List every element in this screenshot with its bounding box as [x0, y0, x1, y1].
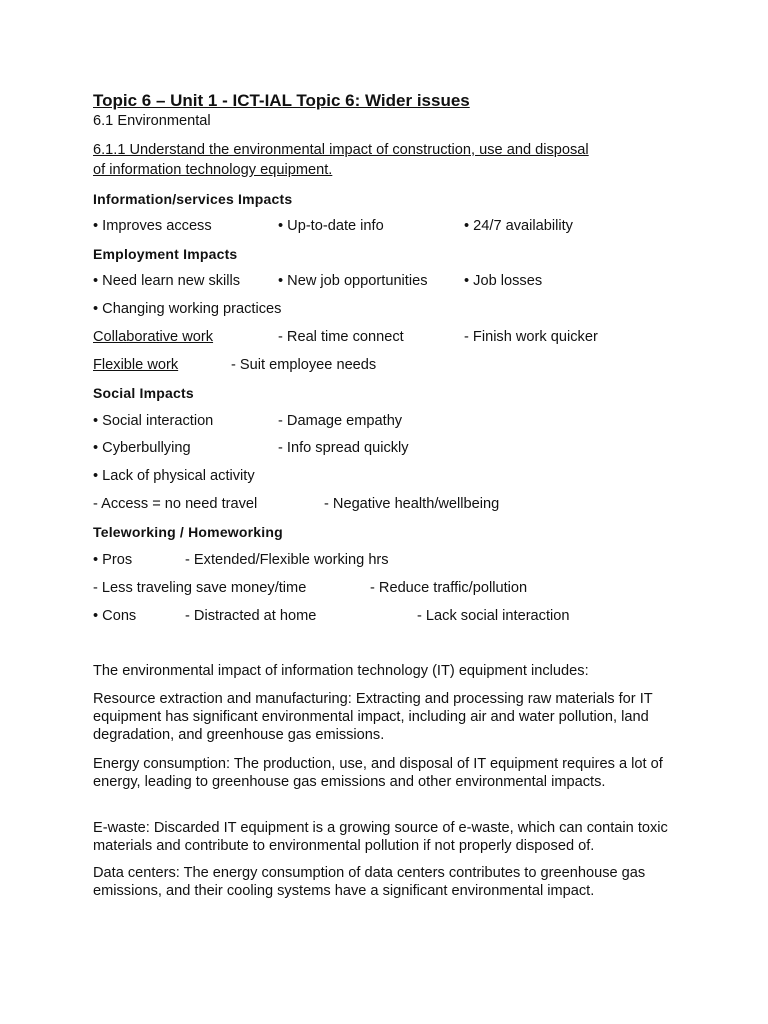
- objective-line-1: 6.1.1 Understand the environmental impact of construction, use and disposal: [93, 142, 589, 158]
- info-services-heading: Information/services Impacts: [93, 191, 293, 207]
- list-item: • Cyberbullying: [93, 440, 191, 456]
- collaborative-work-point: - Finish work quicker: [464, 329, 598, 345]
- flexible-work-point: - Suit employee needs: [231, 357, 377, 373]
- body-paragraph: Energy consumption: The production, use, and disposal of IT equipment requires a lot of energy, leading to greenhouse gas emissions and other environmental impacts.: [93, 756, 663, 790]
- list-item: - Damage empathy: [278, 413, 403, 429]
- list-item: - Access = no need travel: [93, 496, 258, 512]
- list-item: • Need learn new skills: [93, 273, 241, 289]
- list-item: • 24/7 availability: [464, 218, 573, 234]
- list-item: • Lack of physical activity: [93, 468, 255, 484]
- social-heading: Social Impacts: [93, 385, 194, 401]
- list-item: - Negative health/wellbeing: [324, 496, 500, 512]
- list-item: • Up-to-date info: [278, 218, 384, 234]
- pros-point: - Less traveling save money/time: [93, 580, 307, 596]
- cons-point: - Lack social interaction: [417, 608, 570, 624]
- collaborative-work-label: Collaborative work: [93, 329, 214, 345]
- body-intro: The environmental impact of information technology (IT) equipment includes:: [93, 663, 589, 679]
- list-item: • New job opportunities: [278, 273, 428, 289]
- list-item: • Changing working practices: [93, 301, 282, 317]
- section-subtitle: 6.1 Environmental: [93, 113, 211, 129]
- pros-point: - Reduce traffic/pollution: [370, 580, 528, 596]
- pros-label: • Pros: [93, 552, 133, 568]
- pros-point: - Extended/Flexible working hrs: [185, 552, 389, 568]
- list-item: • Improves access: [93, 218, 212, 234]
- list-item: • Job losses: [464, 273, 543, 289]
- page-title: Topic 6 – Unit 1 - ICT-IAL Topic 6: Wider issues: [93, 91, 470, 110]
- cons-point: - Distracted at home: [185, 608, 317, 624]
- list-item: - Info spread quickly: [278, 440, 409, 456]
- objective-line-2: of information technology equipment.: [93, 162, 333, 178]
- body-paragraph: Resource extraction and manufacturing: Extracting and processing raw materials for IT equipment has significant environmental impact, including air and water pollution, land degradation, and greenhouse gas emissions.: [93, 691, 653, 743]
- body-paragraph: Data centers: The energy consumption of data centers contributes to greenhouse gas emissions, and their cooling systems have a significant environmental impact.: [93, 865, 646, 899]
- flexible-work-label: Flexible work: [93, 357, 179, 373]
- employment-heading: Employment Impacts: [93, 246, 238, 262]
- list-item: • Social interaction: [93, 413, 214, 429]
- collaborative-work-point: - Real time connect: [278, 329, 404, 345]
- teleworking-heading: Teleworking / Homeworking: [93, 524, 283, 540]
- cons-label: • Cons: [93, 608, 137, 624]
- body-paragraph: E-waste: Discarded IT equipment is a growing source of e-waste, which can contain toxic materials and contribute to environmental pollution if not properly disposed of.: [93, 820, 668, 854]
